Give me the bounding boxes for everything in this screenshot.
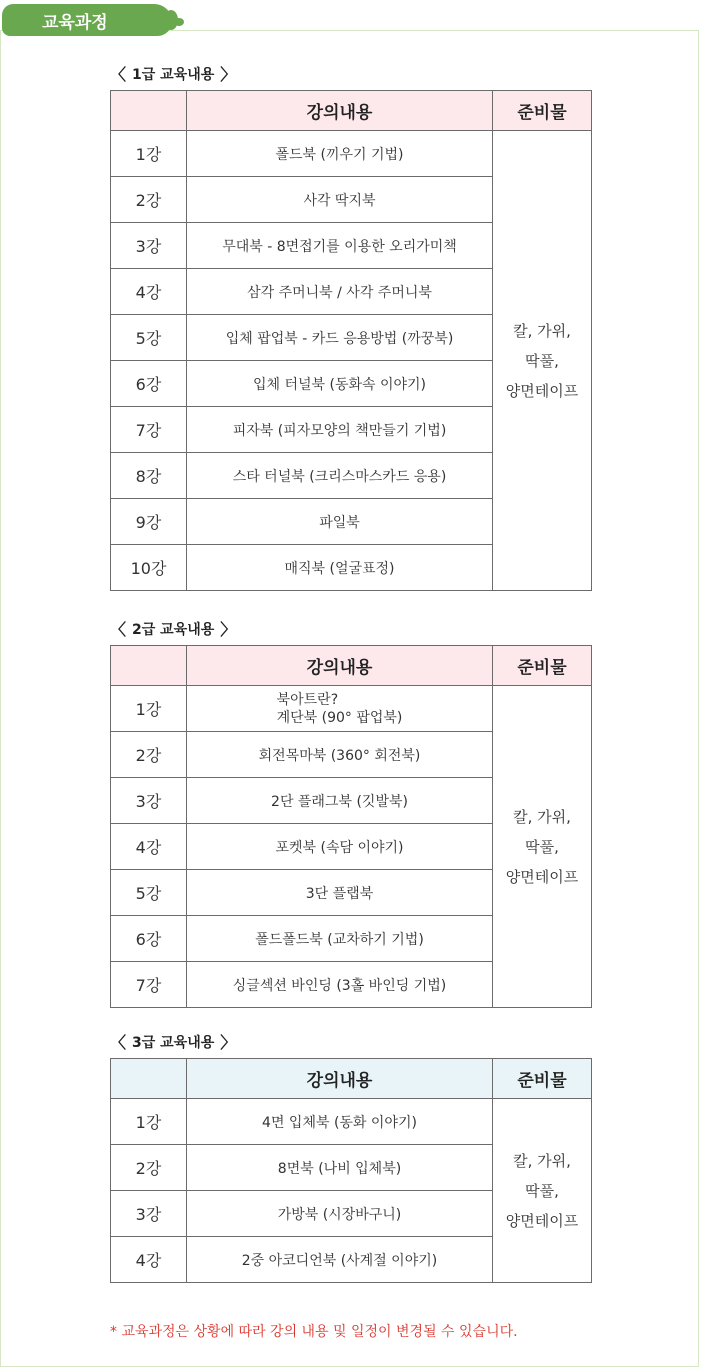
material-item: 칼, 가위, xyxy=(513,321,571,340)
lesson-content xyxy=(187,686,493,732)
header-number xyxy=(111,646,187,686)
materials-cell xyxy=(493,1099,592,1283)
schedule-change-notice: * 교육과정은 상황에 따라 강의 내용 및 일정이 변경될 수 있습니다. xyxy=(110,1324,518,1340)
lesson-content: 폴드폴드북 (교차하기 기법) xyxy=(187,916,493,962)
lesson-content: 싱글섹션 바인딩 (3홀 바인딩 기법) xyxy=(187,962,493,1008)
lesson-content: 3단 플랩북 xyxy=(187,870,493,916)
header-content: 강의내용 xyxy=(187,1059,493,1099)
table-row xyxy=(111,131,592,177)
lesson-content: 파일북 xyxy=(187,499,493,545)
lesson-number: 6강 xyxy=(111,361,187,407)
lesson-number: 8강 xyxy=(111,453,187,499)
table-header-row xyxy=(111,91,592,131)
materials-cell xyxy=(493,131,592,591)
lesson-content: 가방북 (시장바구니) xyxy=(187,1191,493,1237)
lesson-content: 포켓북 (속담 이야기) xyxy=(187,824,493,870)
header-number xyxy=(111,91,187,131)
lesson-number: 5강 xyxy=(111,870,187,916)
header-number xyxy=(111,1059,187,1099)
material-item: 칼, 가위, xyxy=(513,807,571,826)
right-angle-icon: 〉 xyxy=(220,620,237,639)
lesson-number: 4강 xyxy=(111,1237,187,1283)
header-materials: 준비물 xyxy=(493,91,592,131)
header-content: 강의내용 xyxy=(187,646,493,686)
lesson-number: 4강 xyxy=(111,269,187,315)
curriculum-table-level3 xyxy=(110,1058,592,1283)
lesson-content: 사각 딱지북 xyxy=(187,177,493,223)
section-heading-level2 xyxy=(110,617,236,640)
section-heading-text: 3급 교육내용 xyxy=(132,1034,215,1051)
lesson-number: 1강 xyxy=(111,131,187,177)
material-item: 양면테이프 xyxy=(505,381,579,400)
lesson-content: 무대북 - 8면접기를 이용한 오리가미책 xyxy=(187,223,493,269)
lesson-number: 10강 xyxy=(111,545,187,591)
lesson-number: 9강 xyxy=(111,499,187,545)
lesson-content: 피자북 (피자모양의 책만들기 기법) xyxy=(187,407,493,453)
header-content: 강의내용 xyxy=(187,91,493,131)
left-angle-icon: 〈 xyxy=(110,620,127,639)
lesson-content: 폴드북 (끼우기 기법) xyxy=(187,131,493,177)
header-materials: 준비물 xyxy=(493,646,592,686)
curriculum-table-level1 xyxy=(110,90,592,591)
lesson-content: 2단 플래그북 (깃발북) xyxy=(187,778,493,824)
lesson-content: 4면 입체북 (동화 이야기) xyxy=(187,1099,493,1145)
lesson-number: 1강 xyxy=(111,1099,187,1145)
lesson-content: 스타 터널북 (크리스마스카드 응용) xyxy=(187,453,493,499)
lesson-number: 7강 xyxy=(111,407,187,453)
section-heading-text: 2급 교육내용 xyxy=(132,621,215,638)
lesson-content: 삼각 주머니북 / 사각 주머니북 xyxy=(187,269,493,315)
section-heading-text: 1급 교육내용 xyxy=(132,66,215,83)
table-header-row xyxy=(111,646,592,686)
lesson-content: 입체 팝업북 - 카드 응용방법 (까꿍북) xyxy=(187,315,493,361)
curriculum-table-level2 xyxy=(110,645,592,1008)
lesson-number: 2강 xyxy=(111,177,187,223)
material-item: 칼, 가위, xyxy=(513,1151,571,1170)
lesson-number: 3강 xyxy=(111,1191,187,1237)
lesson-content: 2중 아코디언북 (사계절 이야기) xyxy=(187,1237,493,1283)
header-materials: 준비물 xyxy=(493,1059,592,1099)
lesson-number: 3강 xyxy=(111,223,187,269)
page-title: 교육과정 xyxy=(42,12,108,33)
material-item: 양면테이프 xyxy=(505,1211,579,1230)
page-title-tab xyxy=(2,4,172,36)
lesson-content: 8면북 (나비 입체북) xyxy=(187,1145,493,1191)
lesson-number: 2강 xyxy=(111,1145,187,1191)
lesson-content: 회전목마북 (360° 회전북) xyxy=(187,732,493,778)
lesson-content-multiline xyxy=(277,691,403,727)
table-header-row xyxy=(111,1059,592,1099)
lesson-number: 1강 xyxy=(111,686,187,732)
lesson-content-line: 계단북 (90° 팝업북) xyxy=(276,709,403,726)
material-item: 딱풀, xyxy=(525,837,559,856)
lesson-number: 7강 xyxy=(111,962,187,1008)
lesson-number: 2강 xyxy=(111,732,187,778)
lesson-content-line: 북아트란? xyxy=(276,691,339,708)
material-item: 양면테이프 xyxy=(505,867,579,886)
right-angle-icon: 〉 xyxy=(220,65,237,84)
materials-cell xyxy=(493,686,592,1008)
lesson-number: 3강 xyxy=(111,778,187,824)
table-row xyxy=(111,1099,592,1145)
left-angle-icon: 〈 xyxy=(110,1033,127,1052)
material-item: 딱풀, xyxy=(525,351,559,370)
right-angle-icon: 〉 xyxy=(220,1033,237,1052)
lesson-content: 입체 터널북 (동화속 이야기) xyxy=(187,361,493,407)
lesson-number: 6강 xyxy=(111,916,187,962)
lesson-number: 5강 xyxy=(111,315,187,361)
table-row xyxy=(111,686,592,732)
section-heading-level1 xyxy=(110,62,236,85)
lesson-number: 4강 xyxy=(111,824,187,870)
left-angle-icon: 〈 xyxy=(110,65,127,84)
brush-stroke-decoration xyxy=(174,18,184,26)
lesson-content: 매직북 (얼굴표정) xyxy=(187,545,493,591)
section-heading-level3 xyxy=(110,1030,236,1053)
material-item: 딱풀, xyxy=(525,1181,559,1200)
